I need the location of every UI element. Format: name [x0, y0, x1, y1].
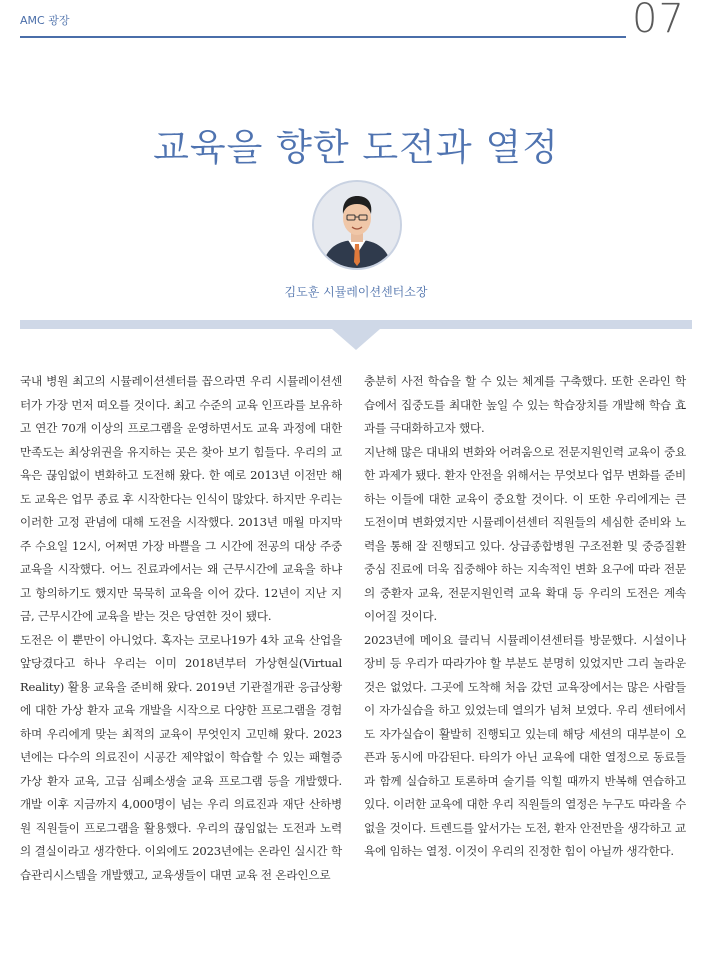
paragraph: 충분히 사전 학습을 할 수 있는 체계를 구축했다. 또한 온라인 학습에서 집중도를 최대한 높일 수 있는 학습장치를 개발해 학습 효과를 극대화하고자 했다. — [364, 374, 686, 435]
header-rule — [20, 36, 626, 38]
paragraph: 국내 병원 최고의 시뮬레이션센터를 꼽으라면 우리 시뮬레이션센터가 가장 먼저 떠오를 것이다. 최고 수준의 교육 인프라를 보유하고 연간 70개 이상의 프로그램을 운영하면서도 교육 과정에 대한 만족도는 최상위권을 유지하는 곳은 찾아 보기 힘들다. 우리의 교육은 끊임없이 변화하고 도전해 왔다. 한 예로 2013년 이전만 해도 교육은 업무 종료 후 시작한다는 인식이 많았다. 하지만 우리는 이러한 고정 관념에 대해 도전을 시작했다. 2013년 매월 마지막 주 수요일 12시, 어쩌면 가장 바쁠을 그 시간에 전공의 대상 주중 교육을 시작했다. 어느 진료과에서는 왜 근무시간에 교육을 하냐고 항의하기도 했지만 묵묵히 교육을 이어 갔다. 12년이 지난 지금, 근무시간에 교육을 받는 것은 당연한 것이 됐다. — [20, 374, 342, 623]
body-column-left — [20, 370, 342, 887]
article-title: 교육을 향한 도전과 열정 — [153, 125, 559, 169]
author-byline: 김도훈 시뮬레이션센터소장 — [284, 285, 428, 299]
author-photo — [312, 180, 402, 270]
page-number: 07 — [632, 0, 685, 42]
paragraph: 지난해 많은 대내외 변화와 어려움으로 전문지원인력 교육이 중요한 과제가 됐다. 환자 안전을 위해서는 무엇보다 업무 변화를 준비하는 이들에 대한 교육이 중요할 것이다. 이 또한 우리에게는 큰 도전이며 변화였지만 시뮬레이션센터 직원들의 세심한 준비와 노력을 통해 잘 진행되고 있다. 상급종합병원 구조전환 및 중증질환 중심 진료에 더욱 집중해야 하는 지속적인 변화 요구에 따라 전문의 중환자 교육, 전문지원인력 교육 확대 등 우리의 도전은 계속 이어질 것이다. — [364, 444, 686, 623]
paragraph: 2023년에 메이요 클리닉 시뮬레이션센터를 방문했다. 시설이나 장비 등 우리가 따라가야 할 부분도 분명히 있었지만 그리 놀라운 것은 없었다. 그곳에 도착해 처음 갔던 교육장에서는 많은 사람들이 자가실습을 하고 있었는데 열의가 넘쳐 보였다. 우리 센터에서도 자가실습이 활발히 진행되고 있는데 해당 세션의 대부분이 오픈과 동시에 마감된다. 타의가 아닌 교육에 대한 열정으로 동료들과 함께 실습하고 토론하며 술기를 익힐 때까지 반복해 연습하고 있다. 이러한 교육에 대한 우리 직원들의 열정은 누구도 따라올 수 없을 것이다. 트렌드를 앞서가는 도전, 환자 안전만을 생각하고 교육에 임하는 열정. 이것이 우리의 진정한 힘이 아닐까 생각한다. — [364, 632, 686, 858]
section-label: AMC 광장 — [20, 14, 70, 27]
body-column-right — [364, 370, 686, 864]
section-divider — [20, 318, 692, 352]
paragraph: 도전은 이 뿐만이 아니었다. 혹자는 코로나19가 4차 교육 산업을 앞당겼다고 하나 우리는 이미 2018년부터 가상현실(Virtual Reality) 활용 교육을 준비해 왔다. 2019년 기관절개관 응급상황에 대한 가상 환자 교육 개발을 시작으로 다양한 프로그램을 경험하며 우리에게 맞는 최적의 교육이 무엇인지 고민해 왔다. 2023년에는 다수의 의료진이 시공간 제약없이 학습할 수 있는 패혈증 가상 환자 교육, 고급 심폐소생술 교육 프로그램 등을 개발했다. 개발 이후 지금까지 4,000명이 넘는 우리 의료진과 재단 산하병원 직원들이 프로그램을 활용했다. 우리의 끊임없는 도전과 노력의 결실이라고 생각한다. 이외에도 2023년에는 온라인 실시간 학습관리시스템을 개발했고, 교육생들이 대면 교육 전 온라인으로 — [20, 632, 342, 882]
